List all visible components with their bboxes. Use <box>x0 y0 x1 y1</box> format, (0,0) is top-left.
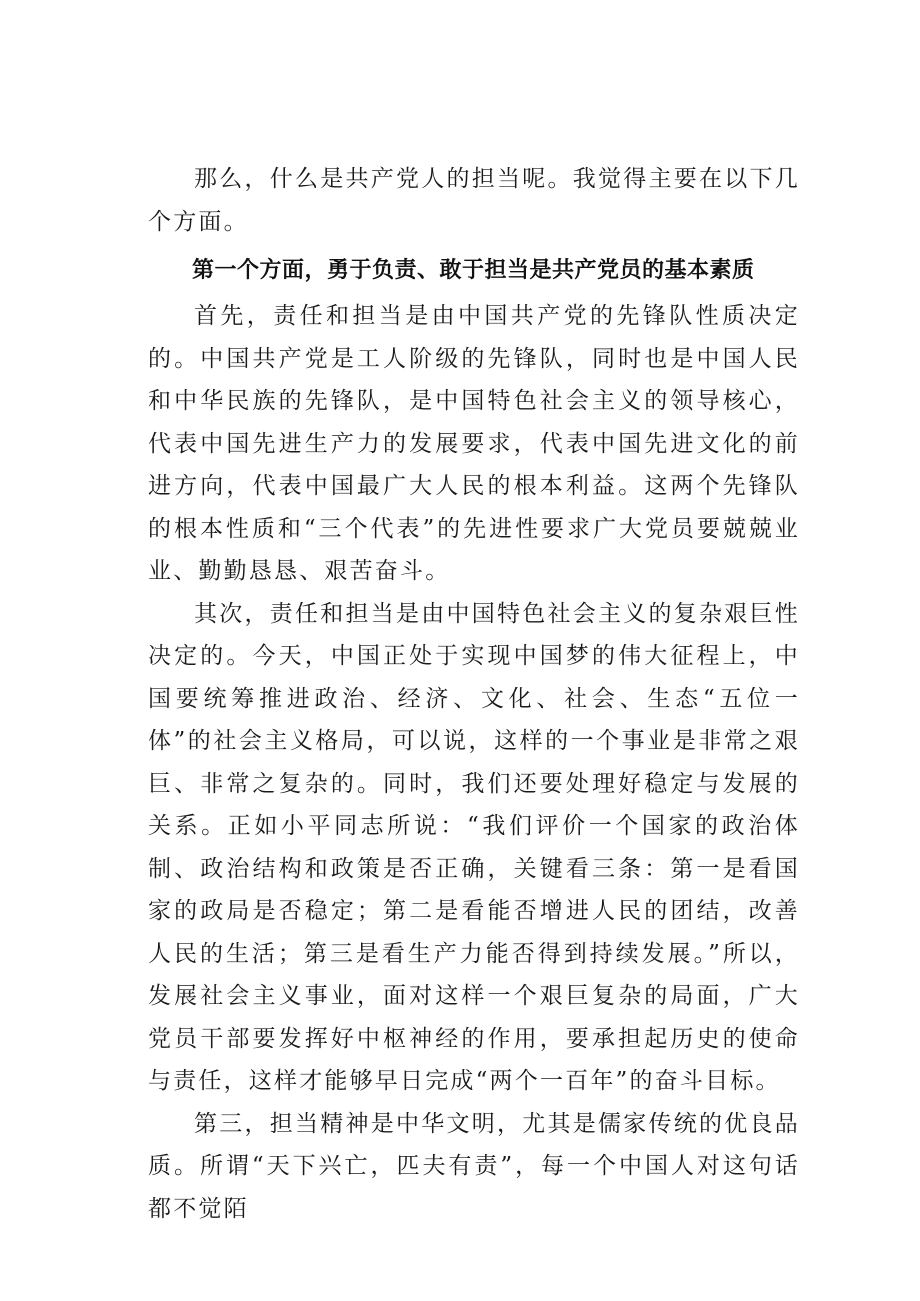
first-reason-paragraph: 首先，责任和担当是由中国共产党的先锋队性质决定的。中国共产党是工人阶级的先锋队，同时也是中国人民和中华民族的先锋队，是中国特色社会主义的领导核心，代表中国先进生产力的发展要求，代表中国先进文化的前进方向，代表中国最广大人民的根本利益。这两个先锋队的根本性质和“三个代表”的先进性要求广大党员要兢兢业业、勤勤恳恳、艰苦奋斗。 <box>148 303 800 584</box>
section-heading: 第一个方面，勇于负责、敢于担当是共产党员的基本素质 <box>192 258 755 283</box>
intro-paragraph: 那么，什么是共产党人的担当呢。我觉得主要在以下几个方面。 <box>148 166 800 235</box>
second-reason-paragraph: 其次，责任和担当是由中国特色社会主义的复杂艰巨性决定的。今天，中国正处于实现中国梦的伟大征程上，中国要统筹推进政治、经济、文化、社会、生态“五位一体”的社会主义格局，可以说，这样的一个事业是非常之艰巨、非常之复杂的。同时，我们还要处理好稳定与发展的关系。正如小平同志所说：“我们评价一个国家的政治体制、政治结构和政策是否正确，关键看三条：第一是看国家的政局是否稳定；第二是看能否增进人民的团结，改善人民的生活；第三是看生产力能否得到持续发展。”所以，发展社会主义事业，面对这样一个艰巨复杂的局面，广大党员干部要发挥好中枢神经的作用，要承担起历史的使命与责任，这样才能够早日完成“两个一百年”的奋斗目标。 <box>148 600 800 1094</box>
document-body <box>148 158 800 1230</box>
third-reason-paragraph: 第三，担当精神是中华文明，尤其是儒家传统的优良品质。所谓“天下兴亡，匹夫有责”，每一个中国人对这句话都不觉陌 <box>148 1110 800 1222</box>
